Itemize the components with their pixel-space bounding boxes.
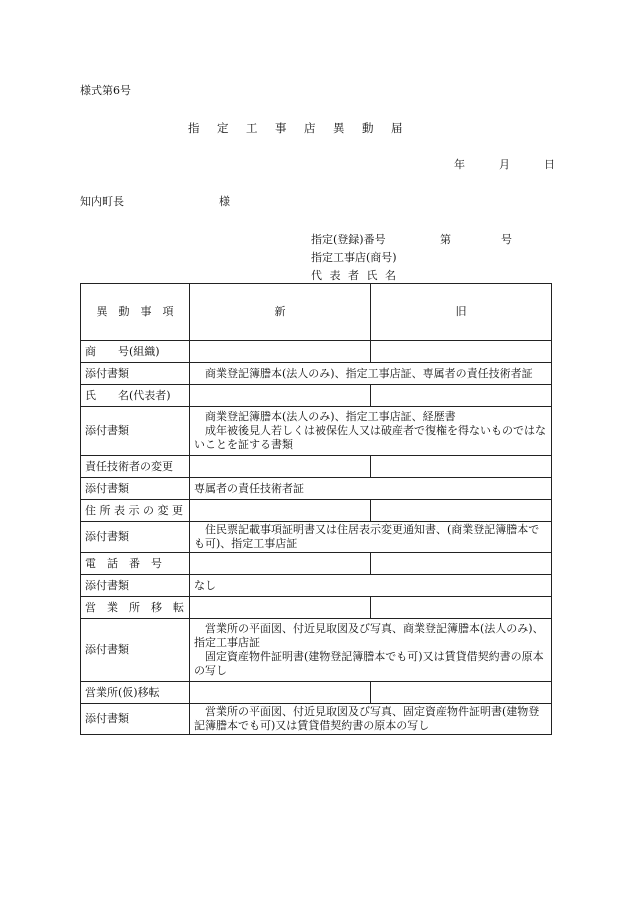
registration-dai: 第 [440,233,451,246]
cell-new[interactable] [190,500,371,522]
row-label-shogo: 商 号(組織) [81,341,190,363]
attach-jusho: 住民票記載事項証明書又は住居表示変更通知書、(商業登記簿謄本でも可)、指定工事店証 [190,522,552,553]
cell-old[interactable] [371,385,552,407]
registration-number-label: 指定(登録)番号 [311,233,386,246]
cell-old[interactable] [371,553,552,575]
cell-new[interactable] [190,385,371,407]
attach-shimei-line-1: 商業登記簿謄本(法人のみ)、指定工事店証、経歴書 [205,410,456,423]
table-row [81,619,552,682]
table-row [81,500,552,522]
table-row [81,553,552,575]
table-row [81,478,552,500]
table-row [81,597,552,619]
header-new: 新 [190,284,371,341]
header-item: 異 動 事 項 [81,284,190,341]
cell-new[interactable] [190,597,371,619]
attach-label: 添付書類 [81,363,190,385]
table-row [81,385,552,407]
cell-old[interactable] [371,456,552,478]
cell-new[interactable] [190,682,371,704]
attach-label: 添付書類 [81,575,190,597]
cell-new[interactable] [190,456,371,478]
table-row [81,682,552,704]
change-items-table [80,283,552,735]
cell-new[interactable] [190,341,371,363]
row-label-kari: 営業所(仮)移転 [81,682,190,704]
attach-denwa: なし [190,575,552,597]
cell-old[interactable] [371,682,552,704]
attach-eigyo [190,619,552,682]
table-row [81,575,552,597]
representative-label: 代 表 者 氏 名 [311,269,398,282]
cell-old[interactable] [371,341,552,363]
attach-label: 添付書類 [81,407,190,456]
addressee-name: 知内町長 [80,195,124,208]
header-old: 旧 [371,284,552,341]
store-name-label: 指定工事店(商号) [311,251,397,264]
table-row [81,363,552,385]
attach-shogo: 商業登記簿謄本(法人のみ)、指定工事店証、専属者の責任技術者証 [190,363,552,385]
cell-old[interactable] [371,500,552,522]
row-label-eigyo: 営 業 所 移 転 [81,597,190,619]
attach-label: 添付書類 [81,704,190,735]
date-line: 年 月 日 [454,158,559,171]
table-row [81,456,552,478]
attach-eigyo-line-1: 営業所の平面図、付近見取図及び写真、商業登記簿謄本(法人のみ)、指定工事店証 [194,622,544,649]
attach-label: 添付書類 [81,478,190,500]
attach-gijutsu: 専属者の責任技術者証 [190,478,552,500]
table-row [81,704,552,735]
addressee-honorific: 様 [219,195,230,208]
registration-go: 号 [501,233,512,246]
table-header-row [81,284,552,341]
row-label-shimei: 氏 名(代表者) [81,385,190,407]
table-row [81,341,552,363]
attach-shimei [190,407,552,456]
cell-old[interactable] [371,597,552,619]
row-label-denwa: 電 話 番 号 [81,553,190,575]
attach-kari: 営業所の平面図、付近見取図及び写真、固定資産物件証明書(建物登記簿謄本でも可)又は賃貸借契約書の原本の写し [190,704,552,735]
attach-label: 添付書類 [81,619,190,682]
row-label-gijutsu: 責任技術者の変更 [81,456,190,478]
cell-new[interactable] [190,553,371,575]
document-title: 指 定 工 事 店 異 動 届 [188,121,406,135]
attach-label: 添付書類 [81,522,190,553]
attach-eigyo-line-2: 固定資産物件証明書(建物登記簿謄本でも可)又は賃貸借契約書の原本の写し [194,650,544,677]
form-number: 様式第6号 [80,84,131,97]
table-row [81,407,552,456]
table-row [81,522,552,553]
row-label-jusho: 住 所 表 示 の 変 更 [81,500,190,522]
attach-shimei-line-2: 成年被後見人若しくは被保佐人又は破産者で復権を得ないものではないことを証する書類 [194,424,546,451]
